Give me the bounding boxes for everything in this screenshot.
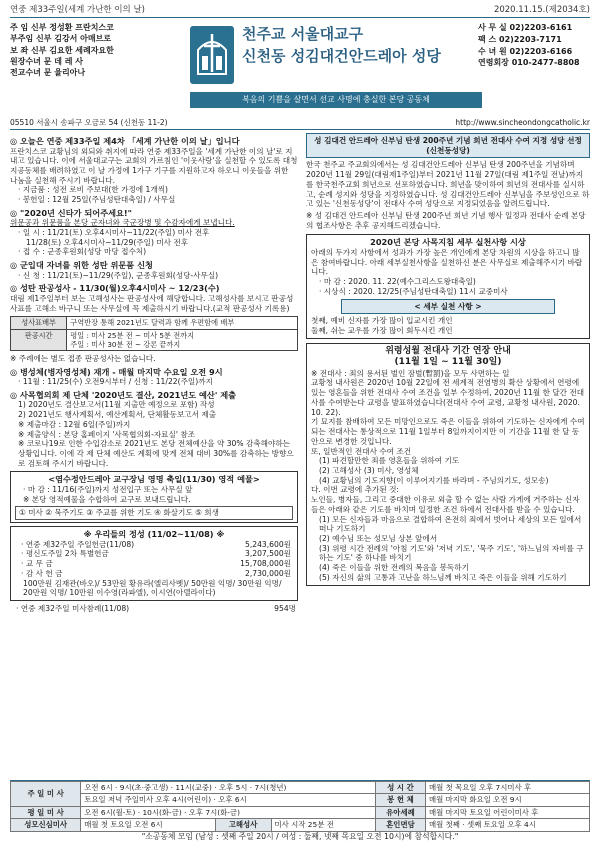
indulgence-definition: ※ 전대사 : 죄의 용서된 벌인 잠벌(暫罰)을 모두 사면하는 일 — [311, 368, 510, 378]
table-cell: 오전 6시(월-토) · 10시(화-금) · 오후 7시(화-금) — [81, 806, 376, 818]
parish-logo-icon — [190, 26, 234, 84]
title-line-1: 천주교 서울대교구 — [242, 25, 364, 43]
indulgence-condition: (1) 파견할만한 죄를 영혼들을 위하여 기도 — [319, 456, 460, 466]
indulgence-added-item: (3) 위령 시간 전례의 '아침 기도'와 '저녁 기도', '묵주 기도', '하느님의 자비를 구하는 기도' 중 하나를 바치기 — [319, 543, 584, 563]
notice-budget-title: ◎ 사목협의회 제 단체 '2020년도 결산, 2021년도 예산' 제출 — [10, 389, 237, 400]
schedule-label: 혼인면담 — [375, 819, 425, 831]
table-cell: 매월 마지막 토요일 어린이미사 후 — [426, 806, 590, 818]
notice-santa-item: · 일 시 : 11/21(토) 오후4시미사~11/22(주일) 미사 전후 — [18, 228, 210, 238]
notice-poor-day-item: · 지금품 : 성전 로비 주보대(한 가정에 1개씩) — [18, 185, 168, 195]
staff-list — [10, 22, 184, 79]
table-row — [11, 806, 590, 818]
indulgence-added-title: 다. 이번 교령에 추가된 것: — [311, 485, 399, 495]
indulgence-condition: (4) 교황님의 기도지향(이 이루어지기를 바라며 - 주님의기도, 성모송) — [319, 475, 549, 485]
staff-superior-sister: 원장수녀 문 데 레 사 — [10, 57, 83, 67]
pastoral-award-subtitle: < 세부 실천 사항 > — [341, 299, 555, 315]
pastoral-award-item: · 시상식 : 2020. 12/25(주님성탄대축일) 11시 교중미사 — [319, 286, 508, 296]
jubilee-body: 한국 천주교 주교회의에서는 성 김대건안드레아 신부님 탄생 200주년을 기념하며 2020년 11월 29일(대림제1주일)부터 2021년 11월 27일(대림 제1주일 전날)까지를 한국천주교회 희년으로 선포하였습니다. 희년을 맞이하여 희년의 전대사를 실시하고, 순례 성지와 성당을 지정하였습니다. 성 김대건안드레아 신부님을 주보성인으로 하고 있는 '신천동성당'이 전대사 수여 성당으로 지정되었음을 알려드립니다. — [306, 160, 590, 209]
offering-label: · 평신도주일 2차 특별헌금 — [21, 549, 109, 559]
table-cell: 미사 시작 25분 전 — [271, 819, 375, 831]
offering-title: ※ 우리들의 정성 (11/02~11/08) ※ — [83, 529, 225, 540]
offering-amount: 3,207,500원 — [245, 549, 291, 559]
left-column — [10, 133, 298, 614]
table-cell: 매월 첫째 · 셋째 토요일 오후 4시 — [426, 819, 590, 831]
title-line-2: 신천동 성김대건안드레아 성당 — [242, 47, 441, 66]
pastoral-award-box — [306, 234, 590, 338]
offering-row — [15, 569, 293, 579]
parish-slogan: 복음의 기쁨을 살면서 선교 사명에 충실한 본당 공동체 — [190, 92, 482, 108]
indulgence-conditions-title: 또, 일반적인 전대사 수여 조건 — [311, 446, 412, 456]
staff-pastor: 주 임 신부 정성환 프란치스코 — [10, 23, 114, 32]
masthead — [10, 20, 590, 116]
postal-address: 05510 서울시 송파구 오금로 54 (신천동 11-2) — [10, 118, 168, 128]
notice-budget-item: ※ 코로나19로 인한 수입감소로 2021년도 본당 전체예산을 약 30% 감축해야하는 상황입니다. 이에 각 제 단체 예산도 계획에 맞게 전체 대비 30%를 감축하는 방향으로 검토해 주시기 바랍니다. — [18, 439, 294, 468]
notice-military-item: · 신 청 : 11/21(토)~11/29(주일), 군종후원회(성당-사무실) — [18, 270, 219, 280]
notice-budget-item: ※ 제출마감 : 12월 6일(주일)까지 — [18, 419, 131, 429]
table-cell: 토요일 저녁 주일미사 오후 4시(어린이) · 오후 6시 — [81, 794, 376, 806]
table-cell: 매월 마지막 화요일 오전 9시 — [426, 794, 590, 806]
table-cell: 오전 6시 · 9시(초·중고생) · 11시(교중) · 오후 5시 · 7시(청년) — [81, 782, 376, 794]
staff-mission-sister: 전교수녀 문 율리아나 — [10, 68, 86, 78]
confession-table — [10, 316, 298, 351]
parish-title — [242, 25, 472, 66]
contact-list — [478, 22, 590, 69]
website-link[interactable]: http://www.sincheondongcatholic.kr — [455, 118, 590, 128]
indulgence-added-item: (4) 죽은 이들을 위한 전례의 복음을 봉독하기 — [319, 563, 469, 573]
mass-attendance-label: · 연중 제32주일 미사참례(11/08) — [16, 603, 130, 613]
pastoral-award-title: 2020년 본당 사목지침 세부 실천사항 시상 — [370, 237, 526, 248]
spiritual-offering-title: <염수정안드레아 교구장님 영명 축일(11/30) 영적 예물> — [48, 474, 260, 485]
notice-budget-item: 2) 2021년도 행사계획서, 예산계획서, 단체활동보고서 제출 — [18, 410, 217, 420]
indulgence-condition: (2) 고해성사 (3) 미사, 영성체 — [319, 465, 419, 475]
notice-poor-day-body: 프란치스코 교황님의 외되와 취지에 따라 연중 제33주일을 '세계 가난한 이의 날'로 지내고 있습니다. 이에 서울대교구는 교회의 가르침인 '이웃사랑'을 실천할 수 있도록 대청지공동체를 배려하였고 이 날 가정에 1가구 기구를 지원하고자 하오니 이웃들을 위한 나눔을 실천해 주시기 바랍니다. — [10, 146, 298, 185]
indulgence-added-body: 노인들, 병자들, 그리고 중대한 이유로 외출 할 수 없는 사람 가게에 거주하는 신자들은 아래와 같은 기도를 바치며 일정한 조건 하에서 전대사를 받을 수 있습니다. — [311, 495, 580, 514]
pastoral-award-body: 아래의 두가지 사항에서 성과가 가장 높은 개인에게 본당 차원의 시상을 하고니 많은 참여바랍니다. 아래 세부실천사항을 실천하신 분은 사무실로 제출해주시기 바랍니다. — [311, 247, 583, 277]
notice-santa-item: · 접 수 : 군종후원회(성당 마당 접수처) — [18, 247, 147, 257]
offering-amount: 5,243,600원 — [245, 539, 291, 549]
pastoral-award-item: · 마 감 : 2020. 11. 22(예수그리스도왕대축일) — [319, 277, 476, 287]
offering-label: · 감 사 헌 금 — [21, 568, 63, 578]
pastoral-award-criterion: 둘째, 쉬는 교우를 가장 많이 회두시킨 개인 — [311, 326, 453, 335]
right-column — [306, 133, 590, 589]
offering-amount: 2,730,000원 — [245, 568, 291, 578]
notice-sick-communion-item: · 11월 : 11/25(수) 오전9시부터 / 신청 : 11/22(주일)까지 — [18, 377, 213, 387]
table-cell: 매월 첫 목요일 오후 7시미사 후 — [426, 782, 590, 794]
spiritual-offering-item: ※ 본당 영적예물을 수합하여 교구로 보내드립니다. — [23, 494, 191, 504]
offering-box — [10, 526, 298, 601]
contact-convent: 수 녀 원 02)2203-6166 — [478, 46, 573, 56]
offering-row — [15, 549, 293, 559]
offering-donors: 100만원 김재관(바오)/ 53만원 황유라(엘리사벳)/ 50만원 익명/ 30만원 익명/ 20만원 익명/ 10만원 이수영(라파엘), 이시연(아델라이다) — [23, 578, 282, 598]
jubilee-note: ※ 성 김대건 안드레아 신부님 탄생 200주년 희년 기념 행사 일정과 전대사 순례 본당의 협조사항은 추후 공지해드리겠습니다. — [306, 211, 586, 230]
offering-row — [15, 559, 293, 569]
schedule-label: 고해성사 — [215, 819, 271, 831]
table-cell: 판공시간 — [11, 329, 67, 350]
notice-confession-body: 대림 제1주일부터 보는 고해성사는 판공성사에 해당합니다. 고해성사를 보시고 판공성사표를 고해소 바구니 또는 사무실에 꼭 제출하시기 바랍니다.(교적 판공성사 기록용) — [10, 293, 294, 313]
table-cell: 구역반장 통해 2021년도 달력과 함께 우편함에 배부 — [67, 317, 298, 329]
schedule-label-weekday: 평 일 미 사 — [11, 806, 81, 818]
indulgence-title: 위령성월 전대사 기간 연장 안내 — [385, 345, 511, 356]
table-row — [11, 329, 298, 350]
schedule-label: 성 시 간 — [375, 782, 425, 794]
jubilee-title: 성 김대건 안드레아 신부님 탄생 200주년 기념 희년 전대사 수여 지정 성당 선정(신천동성당) — [306, 133, 590, 158]
mass-schedule — [10, 780, 590, 830]
table-cell: 평일 : 미사 25분 전 ~ 미사 5분 전까지 주일 : 미사 30분 전 ~ 강론 끝까지 — [67, 329, 298, 350]
spiritual-offering-options: ① 미사 ② 묵주기도 ③ 주교를 위한 기도 ④ 화살기도 ⑤ 희생 — [15, 506, 293, 520]
notice-santa-item: 11/28(토) 오후4시미사~11/29(주일) 미사 전후 — [26, 237, 189, 247]
mass-attendance-row — [10, 604, 298, 614]
indulgence-added-item: (2) 예수님 또는 성모님 상본 앞에서 — [319, 533, 438, 543]
table-cell: 성사표배부 — [11, 317, 67, 329]
contact-funeral: 연령회장 010-2477-8808 — [478, 58, 580, 68]
contact-office: 사 무 실 02)2203-6161 — [478, 23, 573, 32]
schedule-label-sunday: 주 일 미 사 — [11, 782, 81, 807]
notice-confession-title: ◎ 성탄 판공성사 - 11/30(월)오후4시미사 ~ 12/23(수) — [10, 283, 220, 294]
schedule-label: 유아세례 — [375, 806, 425, 818]
pastoral-award-criterion: 첫째, 예비 신자를 가장 많이 입교시킨 개인 — [311, 316, 453, 326]
notice-military-title: ◎ 군입대 자녀를 위한 성탄 위문품 신청 — [10, 260, 153, 271]
notice-poor-day-title: ◎ 오늘은 연중 제33주일 제4차 「세계 가난한 이의 날」입니다 — [10, 136, 240, 146]
table-row — [11, 782, 590, 794]
issue-label: 연중 제33주일(세계 가난한 이의 날) — [10, 5, 146, 16]
footer-note: "소공동체 모임 (남성 : 셋째 주일 20시 / 여성 : 둘째, 넷째 목요일 오전 10시)에 참석합시다." — [141, 832, 459, 841]
indulgence-decree: 교황청 내사원은 2020년 10월 22일에 전 세계적 전염병의 확산 상황에서 연령에 있는 영혼들을 위한 전대사 수여 조건을 일부 수정하여, 2020년 11월 한 달간 전대사를 수여받는다 교령을 발표하였습니다(전대사 수여 교령, 교황청 내사원, 2020. 10. 22). — [311, 378, 585, 417]
offering-amount: 15,708,000원 — [240, 559, 291, 569]
notice-santa-title: ◎ "2020년 신타가 되어주세요!" — [10, 207, 132, 218]
table-row — [11, 794, 590, 806]
address-line — [10, 117, 590, 130]
indulgence-added-item: (1) 모든 신자들과 마음으로 결합하여 온전히 죄에서 벗어나 세상의 모든 일에서 떠나 기도하기 — [319, 514, 582, 534]
notice-sick-communion-title: ◎ 병성체(병자영성체) 재개 - 매월 마지막 수요일 오전 9시 — [10, 366, 223, 377]
staff-assistant: 부주임 신부 김강서 아매브로 — [10, 34, 112, 44]
staff-associate: 보 좌 신부 김요한 세례자요한 — [10, 45, 114, 55]
schedule-label-marian: 성모신심미사 — [11, 819, 81, 831]
mass-attendance-count: 954명 — [274, 603, 296, 613]
top-line — [10, 4, 590, 18]
issue-date: 2020.11.15.(제2034호) — [493, 5, 590, 16]
offering-label: · 교 무 금 — [21, 559, 53, 569]
indulgence-box — [306, 343, 590, 586]
notice-budget-item: ※ 제출양식 : 본당 홈페이지 '사목협의회-자료실' 참조 — [18, 429, 196, 439]
offering-label: · 연중 제32주일 주일헌금(11/08) — [21, 539, 135, 549]
table-row — [11, 317, 298, 329]
offering-row — [15, 540, 293, 550]
notice-poor-day-item: · 봉헌일 : 12월 25일(주님성탄대축일) / 사무실 — [18, 195, 176, 205]
contact-fax: 팩 스 02)2203-7171 — [478, 34, 562, 44]
schedule-label: 봉 헌 체 — [375, 794, 425, 806]
indulgence-dates: (11월 1일 ~ 11월 30일) — [394, 357, 502, 368]
indulgence-added-item: (5) 자신의 삶의 고통과 고난을 하느님께 바치고 죽은 이들을 위해 기도하기 — [319, 572, 567, 582]
spiritual-offering-item: · 마 감 : 11/16(주일)까지 성전입구 또는 사무실 앞 — [23, 484, 193, 494]
table-row — [11, 819, 590, 831]
spiritual-offering-box — [10, 471, 298, 523]
indulgence-period: 기 묘지를 참배하여 모든 미망인으로도 죽은 이들을 위하여 기도하는 신자에게 수여되는 전대사는 통상적으로 11월 1일부터 8일까지이지만 이 기간을 11월 한 달 동안으로 변경한 것입니다. — [311, 417, 585, 446]
table-cell: 매월 첫 토요일 오전 6시 — [81, 819, 215, 831]
notice-confession-note: ※ 주례에는 별도 접종 판공성사는 없습니다. — [10, 354, 156, 363]
notice-budget-item: 1) 2020년도 결산보고서(11월 지출만 예정으로 포함) 작성 — [18, 400, 215, 410]
notice-santa-subtitle: 위문공과 위문품을 본당 군자녀와 국군장병 및 수감자에게 보냅니다. — [10, 218, 235, 228]
schedule-table — [10, 781, 590, 832]
